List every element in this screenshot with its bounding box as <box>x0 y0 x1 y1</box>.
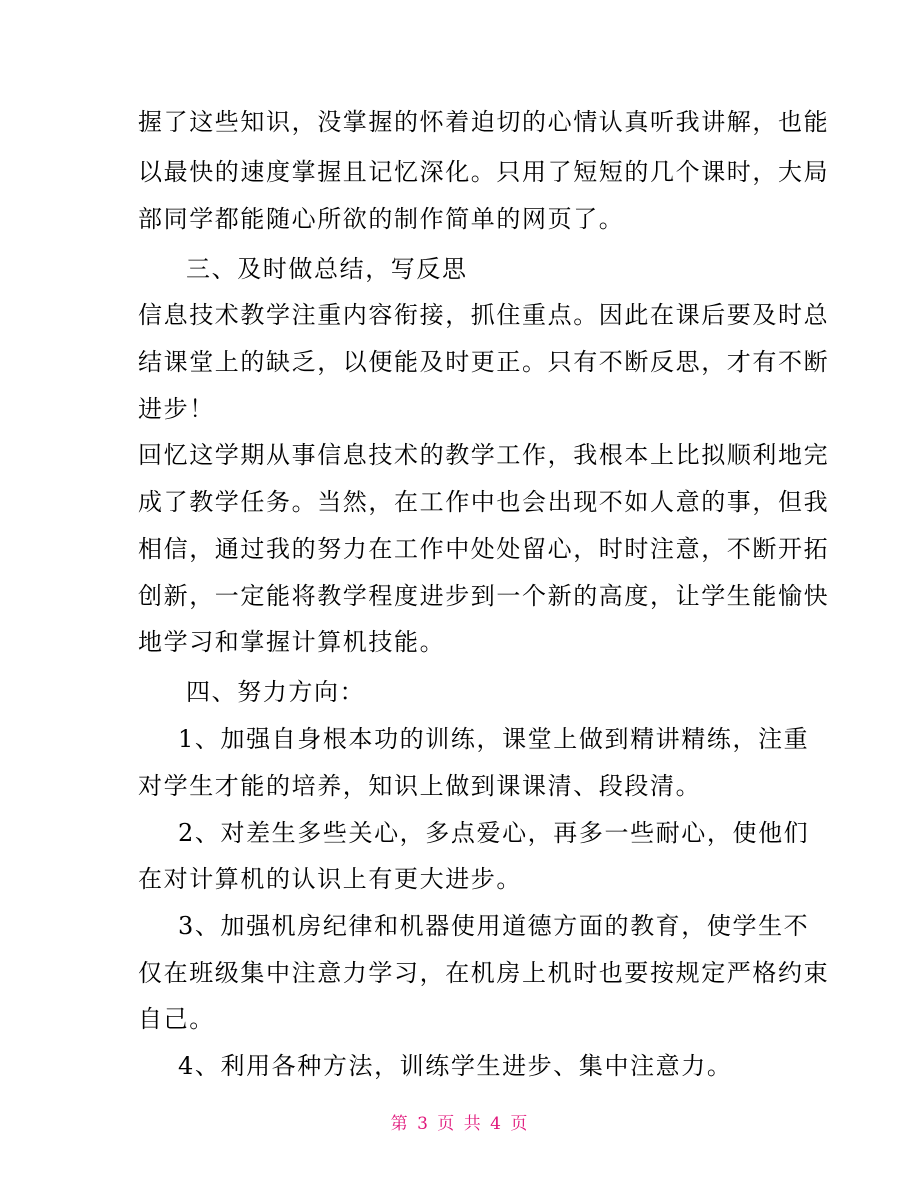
text-line: 仅在班级集中注意力学习，在机房上机时也要按规定严格约束 <box>138 959 830 987</box>
text-line: 握了这些知识，没掌握的怀着迫切的心情认真听我讲解，也能 <box>138 108 830 136</box>
text-line: 相信，通过我的努力在工作中处处留心，时时注意，不断开拓 <box>138 535 830 563</box>
text-line: 创新，一定能将教学程度进步到一个新的高度，让学生能愉快 <box>138 582 830 610</box>
list-item: 1、加强自身根本功的训练，课堂上做到精讲精练，注重 <box>178 725 810 753</box>
list-item: 2、对差生多些关心，多点爱心，再多一些耐心，使他们 <box>178 819 810 847</box>
text-line: 地学习和掌握计算机技能。 <box>138 628 446 656</box>
text-line: 信息技术教学注重内容衔接，抓住重点。因此在课后要及时总 <box>138 301 830 329</box>
section-heading: 四、努力方向： <box>186 678 366 706</box>
text-line: 成了教学任务。当然，在工作中也会出现不如人意的事，但我 <box>138 488 830 516</box>
text-line: 回忆这学期从事信息技术的教学工作，我根本上比拟顺利地完 <box>138 441 830 469</box>
list-item: 4、利用各种方法，训练学生进步、集中注意力。 <box>178 1052 733 1080</box>
text-line: 结课堂上的缺乏，以便能及时更正。只有不断反思，才有不断 <box>138 348 830 376</box>
section-heading: 三、及时做总结，写反思 <box>186 255 468 283</box>
page-number-footer: 第 3 页 共 4 页 <box>390 1114 530 1134</box>
text-line: 自己。 <box>138 1005 215 1033</box>
text-line: 进步！ <box>138 395 215 423</box>
text-line: 对学生才能的培养，知识上做到课课清、段段清。 <box>138 772 702 800</box>
text-line: 部同学都能随心所欲的制作简单的网页了。 <box>138 205 625 233</box>
text-line: 在对计算机的认识上有更大进步。 <box>138 865 522 893</box>
text-line: 以最快的速度掌握且记忆深化。只用了短短的几个课时，大局 <box>138 158 830 186</box>
list-item: 3、加强机房纪律和机器使用道德方面的教育，使学生不 <box>178 912 810 940</box>
